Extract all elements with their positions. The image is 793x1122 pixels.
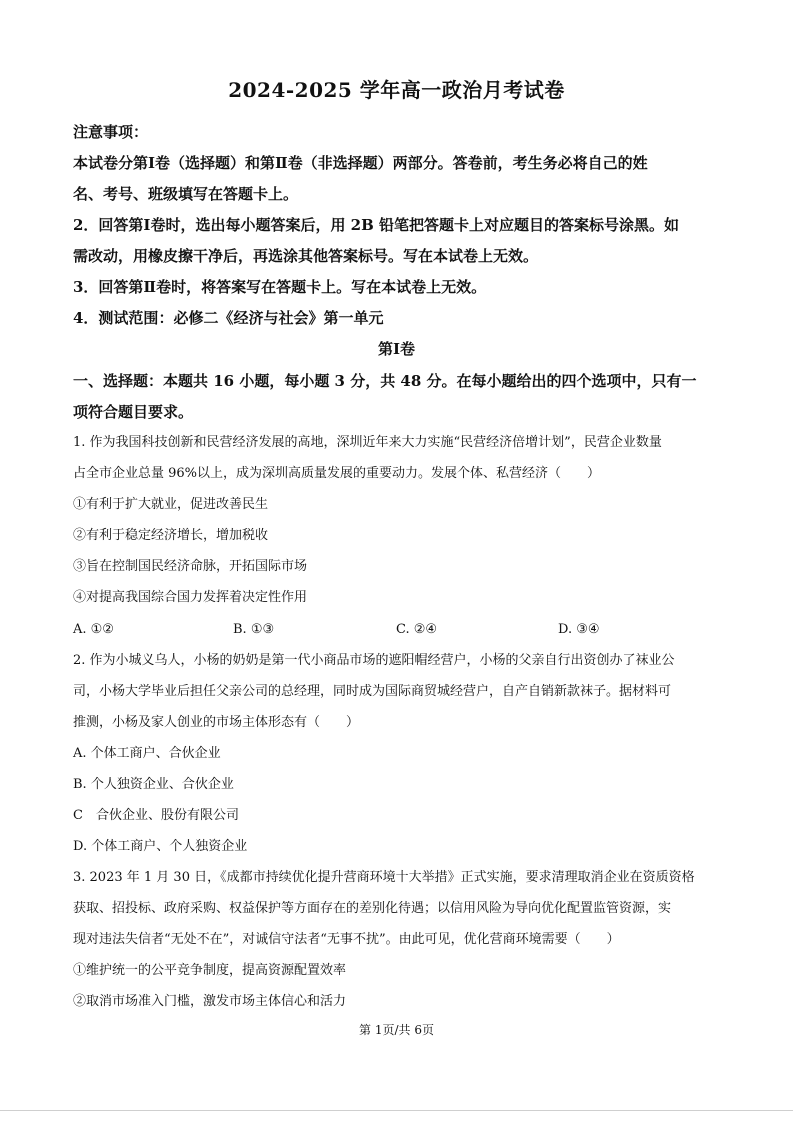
option-a: A. ①② [73, 622, 114, 637]
statement-item: ②取消市场准入门槛，激发市场主体信心和活力 [73, 994, 347, 1009]
notice-heading: 注意事项： [73, 123, 149, 141]
section-heading: 第Ⅰ卷 [377, 340, 416, 358]
question-stem-line: 1. 作为我国科技创新和民营经济发展的高地，深圳近年来大力实施“民营经济倍增计划”，民营企业数量 [73, 435, 662, 450]
instruction-line: 项符合题目要求。 [73, 403, 194, 421]
notice-line: 本试卷分第Ⅰ卷（选择题）和第Ⅱ卷（非选择题）两部分。答卷前，考生务必将自己的姓 [73, 154, 648, 172]
notice-line: 需改动，用橡皮擦干净后，再选涂其他答案标号。写在本试卷上无效。 [73, 247, 539, 265]
notice-section [73, 117, 723, 334]
option-a: A. 个体工商户、合伙企业 [73, 746, 221, 761]
statement-item: ①有利于扩大就业，促进改善民生 [73, 497, 269, 512]
statement-item: ②有利于稳定经济增长，增加税收 [73, 528, 269, 543]
page-footer: 第 1页/共 6页 [359, 1023, 434, 1037]
statement-item: ③旨在控制国民经济命脉，开拓国际市场 [73, 559, 308, 574]
question-stem-line: 司，小杨大学毕业后担任父亲公司的总经理，同时成为国际商贸城经营户，自产自销新款袜子。据材料可 [73, 684, 672, 699]
question-stem-line: 现对违法失信者“无处不在”，对诚信守法者“无事不扰”。由此可见，优化营商环境需要（ ） [73, 932, 620, 947]
notice-line: 2．回答第Ⅰ卷时，选出每小题答案后，用 2B 铅笔把答题卡上对应题目的答案标号涂黑。如 [73, 216, 680, 234]
question-1-options [73, 614, 723, 645]
question-stem-line: 推测，小杨及家人创业的市场主体形态有（ ） [73, 715, 360, 730]
notice-line: 4．测试范围：必修二《经济与社会》第一单元 [73, 309, 384, 327]
question-stem-line: 占全市企业总量 96%以上，成为深圳高质量发展的重要动力。发展个体、私营经济（ ） [73, 466, 601, 481]
option-c: C. ②④ [396, 622, 438, 637]
question-3 [73, 862, 695, 1017]
question-1 [73, 427, 662, 613]
notice-line: 名、考号、班级填写在答题卡上。 [73, 185, 299, 203]
bottom-divider [0, 1110, 793, 1111]
option-c: C 合伙企业、股份有限公司 [73, 808, 239, 823]
statement-item: ①维护统一的公平竞争制度，提高资源配置效率 [73, 963, 347, 978]
option-d: D. 个体工商户、个人独资企业 [73, 839, 248, 854]
question-stem-line: 获取、招投标、政府采购、权益保护等方面存在的差别化待遇；以信用风险为导向优化配置监管资源，实 [73, 901, 672, 916]
page-title: 2024-2025 学年高一政治月考试卷 [228, 78, 565, 102]
notice-line: 3．回答第Ⅱ卷时，将答案写在答题卡上。写在本试卷上无效。 [73, 278, 487, 296]
question-stem-line: 2. 作为小城义乌人，小杨的奶奶是第一代小商品市场的遮阳帽经营户，小杨的父亲自行出资创办了袜业公 [73, 653, 675, 668]
option-d: D. ③④ [558, 622, 600, 637]
option-b: B. ①③ [233, 622, 275, 637]
part-one-instructions [73, 366, 697, 428]
instruction-line: 一、选择题：本题共 16 小题，每小题 3 分，共 48 分。在每小题给出的四个选项中，只有一 [73, 372, 697, 390]
statement-item: ④对提高我国综合国力发挥着决定性作用 [73, 590, 308, 605]
option-b: B. 个人独资企业、合伙企业 [73, 777, 234, 792]
question-stem-line: 3. 2023 年 1 月 30 日，《成都市持续优化提升营商环境十大举措》正式实施，要求清理取消企业在资质资格 [73, 870, 695, 885]
question-2 [73, 645, 675, 862]
